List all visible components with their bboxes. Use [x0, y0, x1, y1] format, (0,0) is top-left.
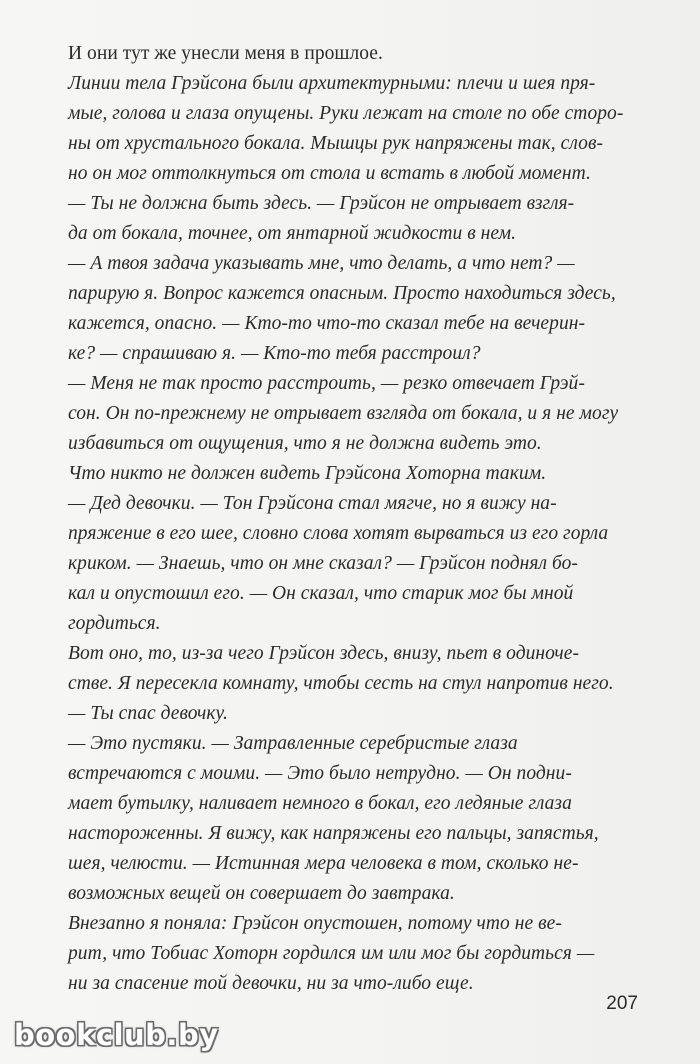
text-line: парирую я. Вопрос кажется опасным. Просто находиться здесь, — [68, 283, 616, 304]
text-line: да от бокала, точнее, от янтарной жидкости в нем. — [68, 223, 516, 244]
text-line: стве. Я пересекла комнату, чтобы сесть на стул напротив него. — [68, 673, 614, 694]
text-line: кажется, опасно. — Кто-то что-то сказал тебе на вечерин- — [68, 313, 586, 334]
text-line: ке? — спрашиваю я. — Кто-то тебя расстроил? — [68, 343, 481, 364]
text-line: Внезапно я поняла: Грэйсон опустошен, потому что не ве- — [68, 913, 562, 934]
text-line: пряжение в его шее, словно слова хотят вырваться из его горла — [68, 523, 609, 544]
text-line: — Ты спас девочку. — [68, 703, 228, 724]
text-line: мые, голова и глаза опущены. Руки лежат на столе по обе сторо- — [68, 103, 624, 124]
text-line: — Дед девочки. — Тон Грэйсона стал мягче, но я вижу на- — [68, 493, 557, 514]
text-line: встречаются с моими. — Это было нетрудно. — Он подни- — [68, 763, 572, 784]
page-number: 207 — [606, 993, 638, 1014]
text-line: Вот оно, то, из-за чего Грэйсон здесь, внизу, пьет в одиноче- — [68, 643, 580, 664]
text-line: — Ты не должна быть здесь. — Грэйсон не отрывает взгля- — [68, 193, 575, 214]
text-line: кал и опустошил его. — Он сказал, что старик мог бы мной — [68, 583, 574, 604]
watermark-logo: bookclub.by — [14, 1018, 219, 1052]
body-text — [68, 39, 644, 999]
text-line: И они тут же унесли меня в прошлое. — [68, 43, 383, 64]
text-line: ны от хрустального бокала. Мышцы рук напряжены так, слов- — [68, 133, 604, 154]
text-line: избавиться от ощущения, что я не должна видеть это. — [68, 433, 542, 454]
text-line: Линии тела Грэйсона были архитектурными: плечи и шея пря- — [68, 73, 596, 94]
text-line: шея, челюсти. — Истинная мера человека в том, сколько не- — [68, 853, 579, 874]
text-line: мает бутылку, наливает немного в бокал, его ледяные глаза — [68, 793, 572, 814]
text-line: — Это пустяки. — Затравленные серебристые глаза — [68, 733, 518, 754]
text-line: — А твоя задача указывать мне, что делать, а что нет? — — [68, 253, 575, 274]
text-line: рит, что Тобиас Хоторн гордился им или мог бы гордиться — — [68, 943, 595, 964]
text-line: Что никто не должен видеть Грэйсона Хоторна таким. — [68, 463, 547, 484]
text-line: ни за спасение той девочки, ни за что-либо еще. — [68, 973, 474, 994]
text-line: сон. Он по-прежнему не отрывает взгляда от бокала, и я не могу — [68, 403, 619, 424]
text-line: настороженны. Я вижу, как напряжены его пальцы, запястья, — [68, 823, 599, 844]
text-line: возможных вещей он совершает до завтрака. — [68, 883, 455, 904]
text-line: криком. — Знаешь, что он мне сказал? — Грэйсон поднял бо- — [68, 553, 578, 574]
text-line: гордиться. — [68, 613, 161, 634]
text-line: — Меня не так просто расстроить, — резко отвечает Грэй- — [68, 373, 585, 394]
text-line: но он мог оттолкнуться от стола и встать в любой момент. — [68, 163, 591, 184]
